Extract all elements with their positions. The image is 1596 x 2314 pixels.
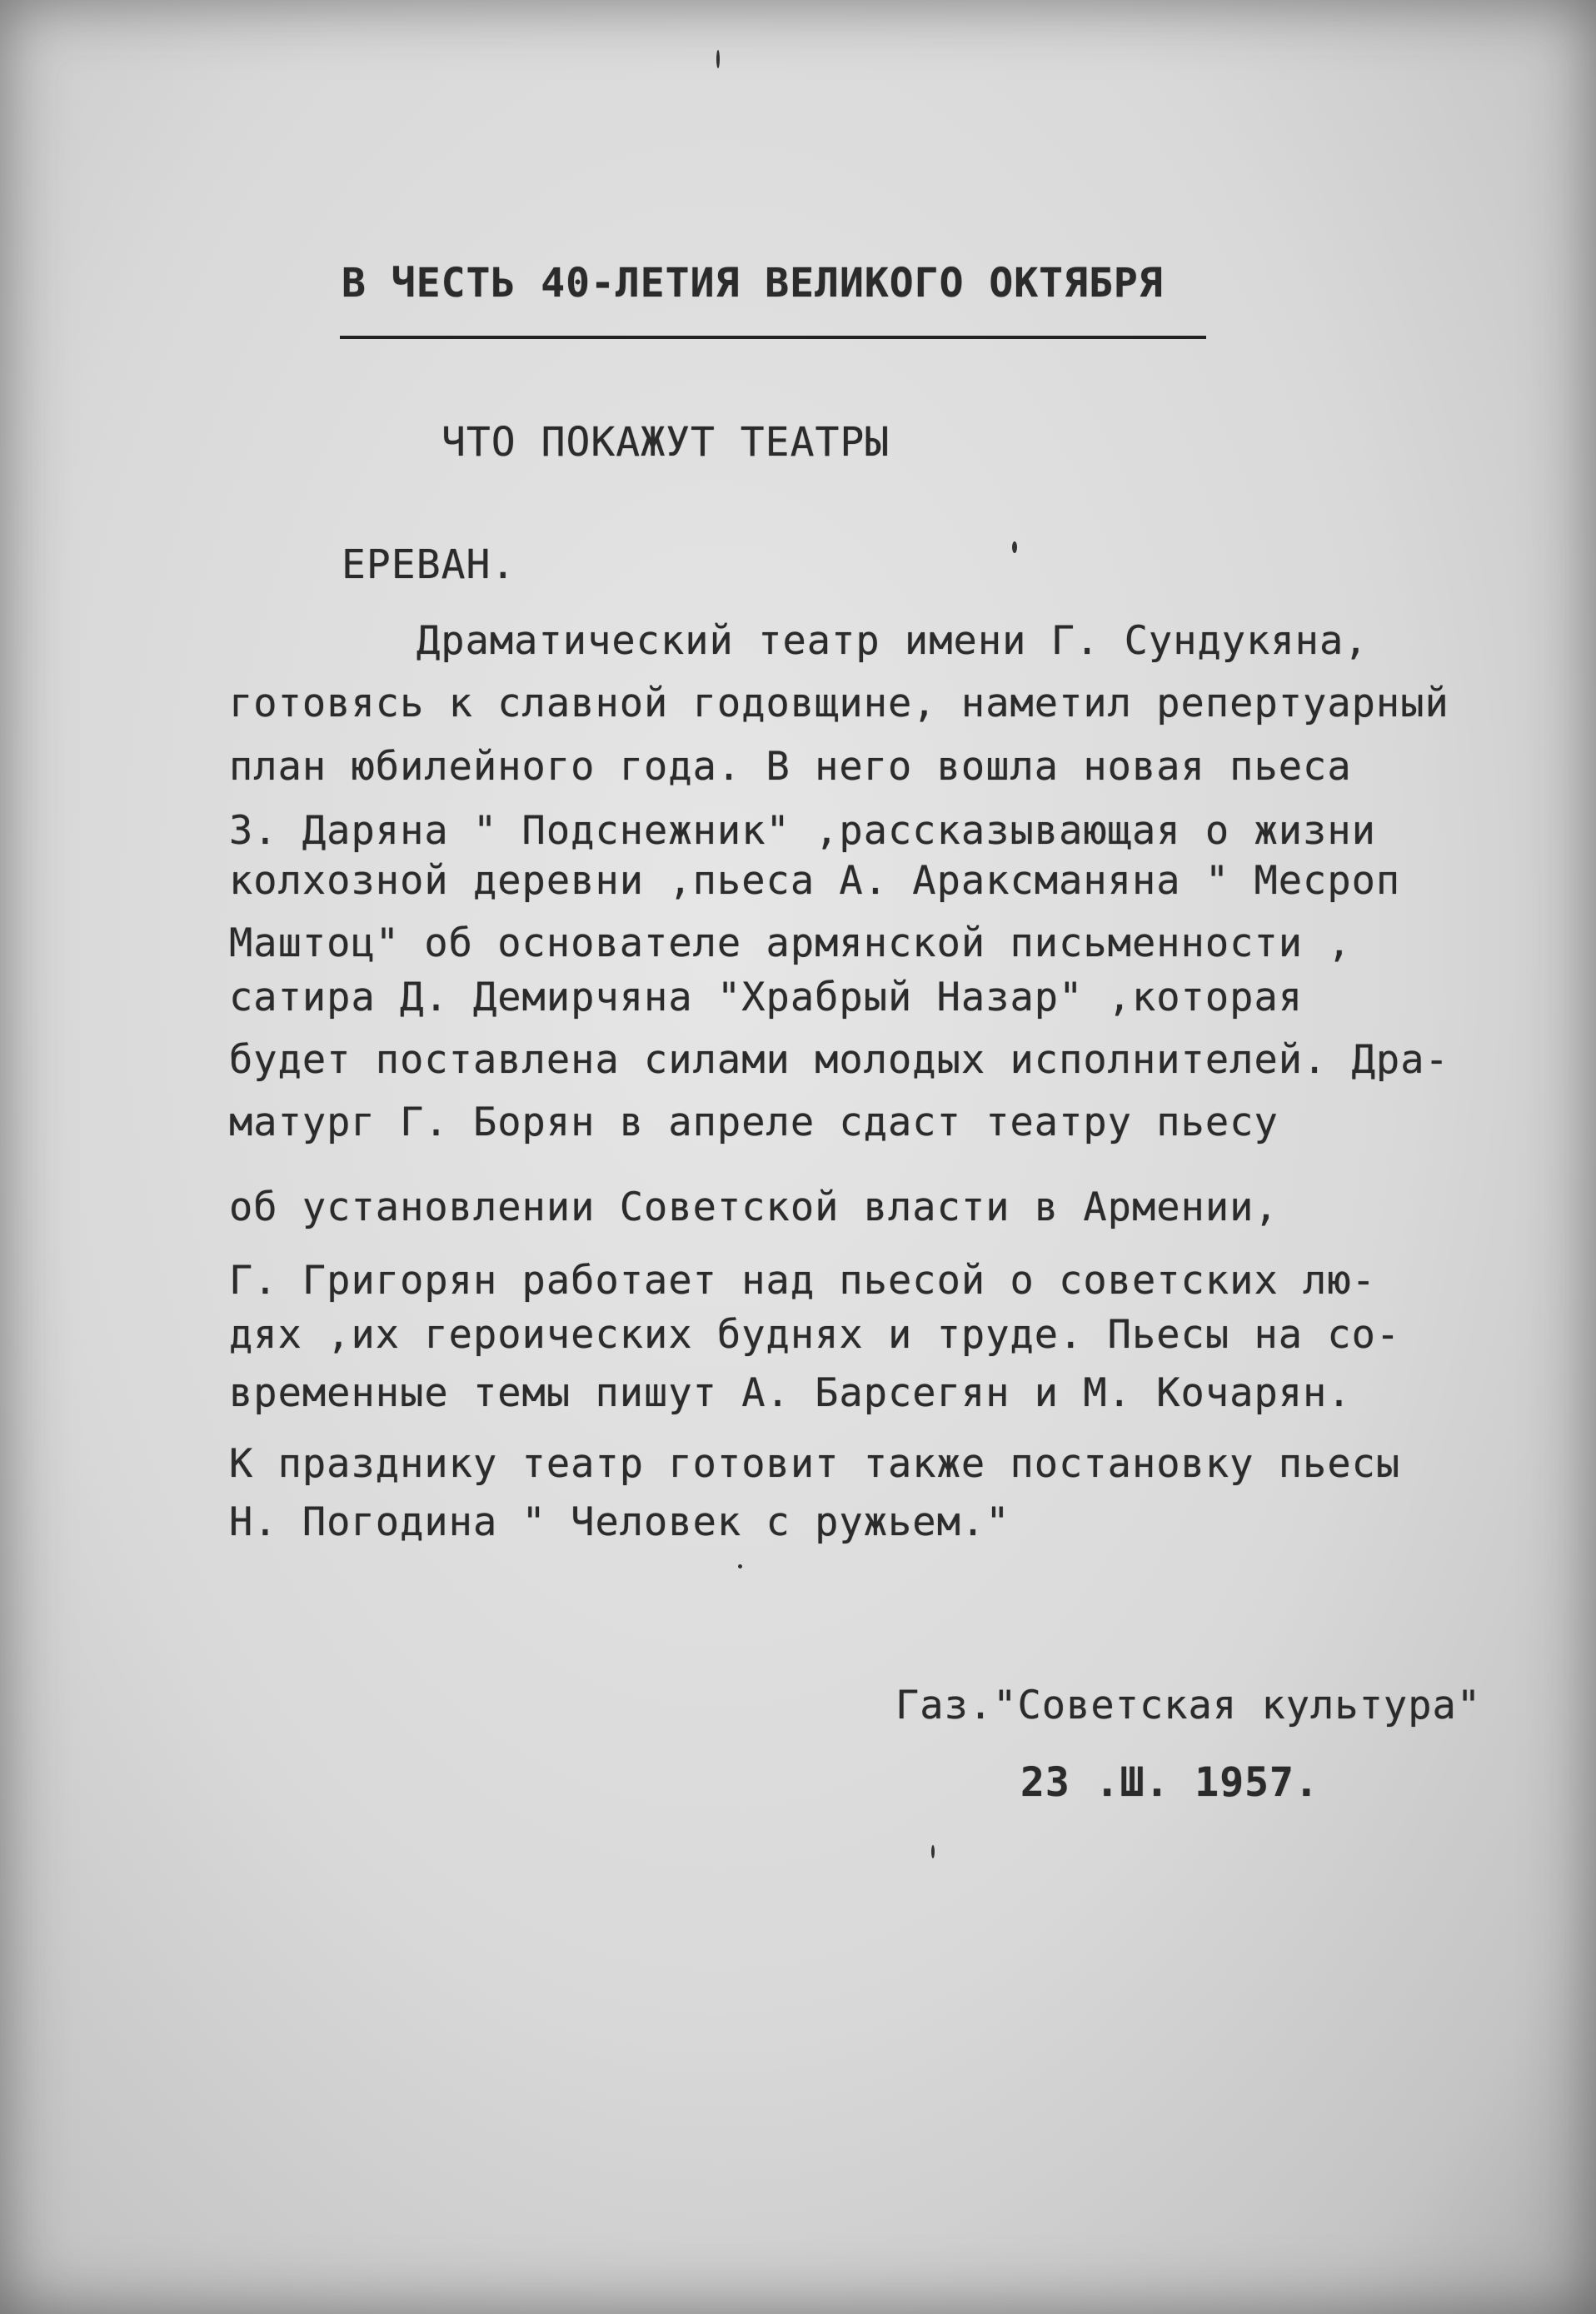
article-subtitle: ЧТО ПОКАЖУТ ТЕАТРЫ: [441, 419, 890, 466]
body-line: К празднику театр готовит также постановку пьесы: [229, 1441, 1401, 1487]
newspaper-source: Газ."Советская культура": [895, 1683, 1482, 1728]
paper-speck: [1012, 541, 1017, 553]
body-line: матург Г. Борян в апреле сдаст театру пьесу: [229, 1100, 1279, 1145]
body-line: дях ,их героических буднях и труде. Пьесы на со-: [229, 1312, 1401, 1358]
body-line: сатира Д. Демирчяна "Храбрый Назар" ,которая: [229, 975, 1304, 1020]
header-title: В ЧЕСТЬ 40-ЛЕТИЯ ВЕЛИКОГО ОКТЯБРЯ: [342, 260, 1164, 307]
publication-date: 23 .Ш. 1957.: [1020, 1759, 1319, 1806]
body-line: Г. Григорян работает над пьесой о советских лю-: [229, 1258, 1376, 1304]
body-line: З. Даряна " Подснежник" ,рассказывающая о жизни: [229, 808, 1376, 854]
body-line: временные темы пишут А. Барсегян и М. Кочарян.: [229, 1370, 1352, 1416]
body-line: об установлении Советской власти в Армении,: [229, 1184, 1279, 1230]
body-line: план юбилейного года. В него вошла новая пьеса: [229, 744, 1352, 790]
paper-speck: [716, 50, 720, 68]
paper-speck: [738, 1564, 742, 1568]
body-line: Маштоц" об основателе армянской письменности ,: [229, 920, 1352, 966]
city-heading: ЕРЕВАН.: [342, 541, 516, 588]
header-underline: [340, 336, 1206, 339]
paper-speck: [931, 1845, 935, 1858]
body-line: готовясь к славной годовщине, наметил репертуарный: [229, 681, 1449, 726]
body-line: Драматический театр имени Г. Сундукяна,: [416, 618, 1369, 664]
body-line: Н. Погодина " Человек с ружьем.": [229, 1499, 1010, 1545]
body-line: будет поставлена силами молодых исполнителей. Дра-: [229, 1037, 1449, 1083]
body-line: колхозной деревни ,пьеса А. Араксманяна " Месроп: [229, 858, 1401, 904]
